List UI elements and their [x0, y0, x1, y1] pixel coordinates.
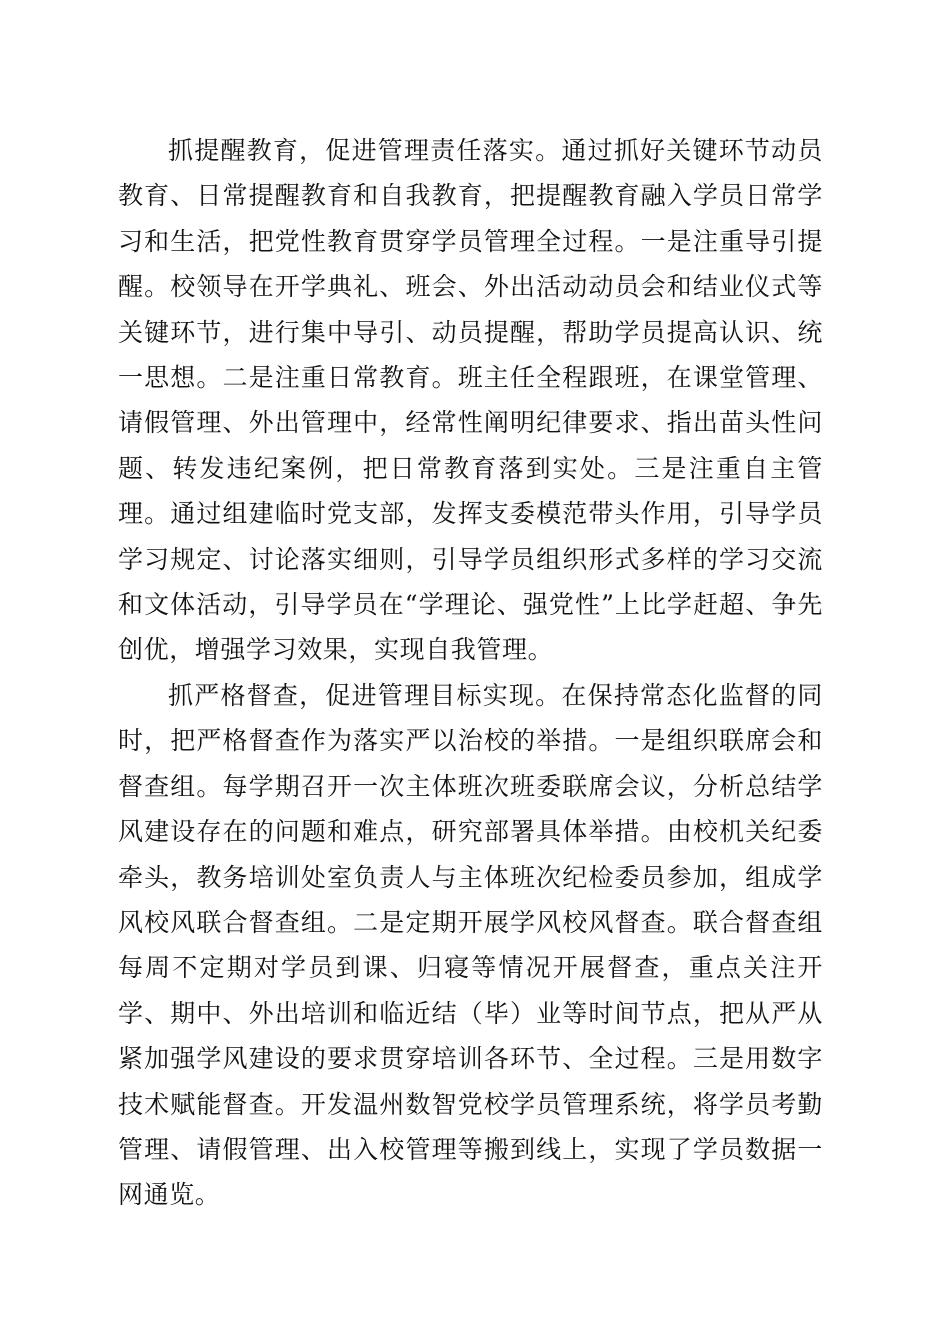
document-body	[118, 128, 823, 1218]
paragraph-strict-inspection: 抓严格督查，促进管理目标实现。在保持常态化监督的同时，把严格督查作为落实严以治校的举措。一是组织联席会和督查组。每学期召开一次主体班次班委联席会议，分析总结学风建设存在的问题和难点，研究部署具体举措。由校机关纪委牵头，教务培训处室负责人与主体班次纪检委员参加，组成学风校风联合督查组。二是定期开展学风校风督查。联合督查组每周不定期对学员到课、归寝等情况开展督查，重点关注开学、期中、外出培训和临近结（毕）业等时间节点，把从严从紧加强学风建设的要求贯穿培训各环节、全过程。三是用数字技术赋能督查。开发温州数智党校学员管理系统，将学员考勤管理、请假管理、出入校管理等搬到线上，实现了学员数据一网通览。	[118, 680, 823, 1210]
paragraph-supervision-education: 抓提醒教育，促进管理责任落实。通过抓好关键环节动员教育、日常提醒教育和自我教育，把提醒教育融入学员日常学习和生活，把党性教育贯穿学员管理全过程。一是注重导引提醒。校领导在开学典礼、班会、外出活动动员会和结业仪式等关键环节，进行集中导引、动员提醒，帮助学员提高认识、统一思想。二是注重日常教育。班主任全程跟班，在课堂管理、请假管理、外出管理中，经常性阐明纪律要求、指出苗头性问题、转发违纪案例，把日常教育落到实处。三是注重自主管理。通过组建临时党支部，发挥支委模范带头作用，引导学员学习规定、讨论落实细则，引导学员组织形式多样的学习交流和文体活动，引导学员在“学理论、强党性”上比学赶超、争先创优，增强学习效果，实现自我管理。	[118, 136, 823, 665]
